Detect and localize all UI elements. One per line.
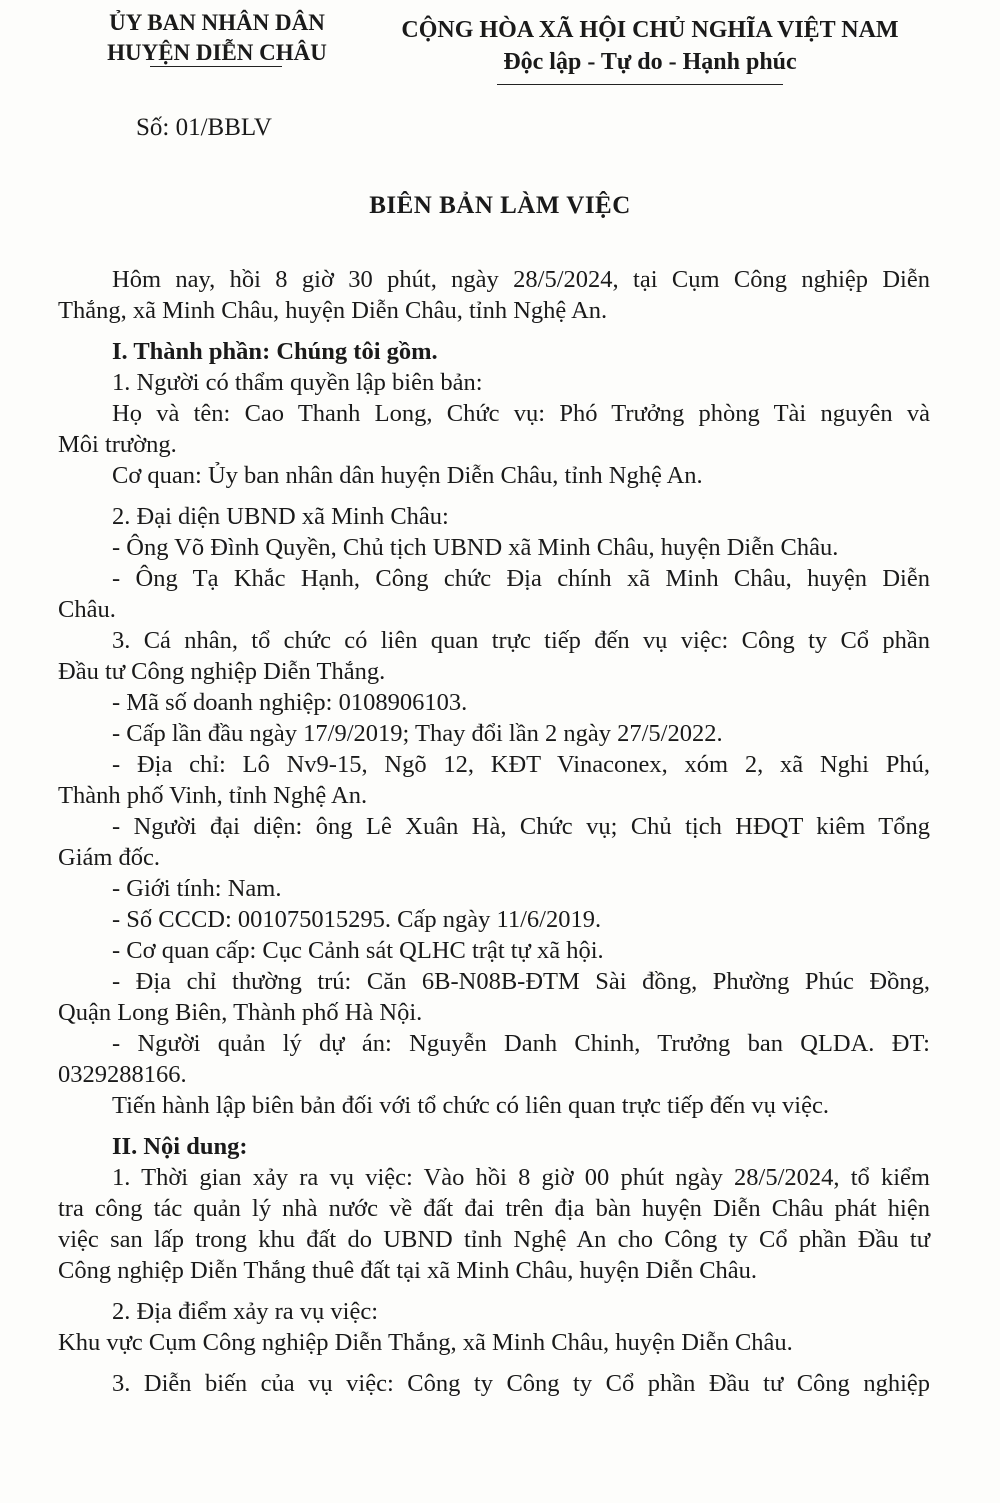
body-line: Thành phố Vinh, tỉnh Nghệ An. [58, 782, 368, 809]
motto-underline [497, 84, 783, 85]
body-line: - Cấp lần đầu ngày 17/9/2019; Thay đổi lần 2 ngày 27/5/2022. [112, 720, 723, 747]
body-line: Quận Long Biên, Thành phố Hà Nội. [58, 999, 423, 1026]
body-line: Cơ quan: Ủy ban nhân dân huyện Diễn Châu, tỉnh Nghệ An. [112, 462, 703, 489]
national-motto: Độc lập - Tự do - Hạnh phúc [503, 49, 797, 75]
section-heading: I. Thành phần: Chúng tôi gồm. [112, 338, 438, 365]
body-line: Châu. [58, 596, 116, 623]
issuing-authority [72, 8, 362, 68]
body-line: - Cơ quan cấp: Cục Cảnh sát QLHC trật tự xã hội. [112, 937, 604, 964]
body-line: Họ và tên: Cao Thanh Long, Chức vụ: Phó Trưởng phòng Tài nguyên và [112, 400, 930, 427]
body-line: 0329288166. [58, 1061, 187, 1088]
body-line: 1. Người có thẩm quyền lập biên bản: [112, 369, 483, 396]
body-line: Hôm nay, hồi 8 giờ 30 phút, ngày 28/5/2024, tại Cụm Công nghiệp Diễn [112, 266, 930, 293]
body-line: Công nghiệp Diễn Thắng thuê đất tại xã Minh Châu, huyện Diễn Châu. [58, 1257, 758, 1284]
section-heading: II. Nội dung: [112, 1133, 248, 1160]
body-line: - Người quản lý dự án: Nguyễn Danh Chinh, Trưởng ban QLDA. ĐT: [112, 1030, 930, 1057]
body-line: 3. Diễn biến của vụ việc: Công ty Công ty Cổ phần Đầu tư Công nghiệp [112, 1370, 930, 1397]
national-title [370, 14, 930, 78]
body-line: - Ông Võ Đình Quyền, Chủ tịch UBND xã Minh Châu, huyện Diễn Châu. [112, 534, 839, 561]
body-line: Thắng, xã Minh Châu, huyện Diễn Châu, tỉnh Nghệ An. [58, 297, 608, 324]
document-title: BIÊN BẢN LÀM VIỆC [369, 192, 631, 219]
body-line: Tiến hành lập biên bản đối với tổ chức có liên quan trực tiếp đến vụ việc. [112, 1092, 829, 1119]
document-body [58, 264, 930, 1399]
body-line: 1. Thời gian xảy ra vụ việc: Vào hồi 8 giờ 00 phút ngày 28/5/2024, tổ kiểm [112, 1164, 930, 1191]
body-line: - Mã số doanh nghiệp: 0108906103. [112, 689, 468, 716]
body-line: - Người đại diện: ông Lê Xuân Hà, Chức vụ; Chủ tịch HĐQT kiêm Tổng [112, 813, 930, 840]
body-line: - Số CCCD: 001075015295. Cấp ngày 11/6/2019. [112, 906, 602, 933]
body-line: tra công tác quản lý nhà nước về đất đai trên địa bàn huyện Diễn Châu phát hiện [58, 1195, 930, 1222]
body-line: - Địa chỉ thường trú: Căn 6B-N08B-ĐTM Sài đồng, Phường Phúc Đồng, [112, 968, 930, 995]
body-line: - Ông Tạ Khắc Hạnh, Công chức Địa chính xã Minh Châu, huyện Diễn [112, 565, 930, 592]
body-line: 2. Địa điểm xảy ra vụ việc: [112, 1298, 379, 1325]
document-number: Số: 01/BBLV [136, 114, 272, 141]
body-line: - Giới tính: Nam. [112, 875, 282, 902]
body-line: Giám đốc. [58, 844, 161, 871]
authority-line-1: ỦY BAN NHÂN DÂN [109, 10, 325, 35]
body-line: 3. Cá nhân, tổ chức có liên quan trực tiếp đến vụ việc: Công ty Cổ phần [112, 627, 930, 654]
body-line: Đầu tư Công nghiệp Diễn Thắng. [58, 658, 386, 685]
body-line: Môi trường. [58, 431, 177, 458]
body-line: việc san lấp trong khu đất do UBND tỉnh Nghệ An cho Công ty Cổ phần Đầu tư [58, 1226, 930, 1253]
body-line: Khu vực Cụm Công nghiệp Diễn Thắng, xã Minh Châu, huyện Diễn Châu. [58, 1329, 793, 1356]
authority-line-2: HUYỆN DIỄN CHÂU [107, 40, 327, 65]
country-name: CỘNG HÒA XÃ HỘI CHỦ NGHĨA VIỆT NAM [401, 17, 899, 43]
authority-underline [150, 66, 282, 67]
body-line: - Địa chỉ: Lô Nv9-15, Ngõ 12, KĐT Vinaconex, xóm 2, xã Nghi Phú, [112, 751, 930, 778]
body-line: 2. Đại diện UBND xã Minh Châu: [112, 503, 449, 530]
